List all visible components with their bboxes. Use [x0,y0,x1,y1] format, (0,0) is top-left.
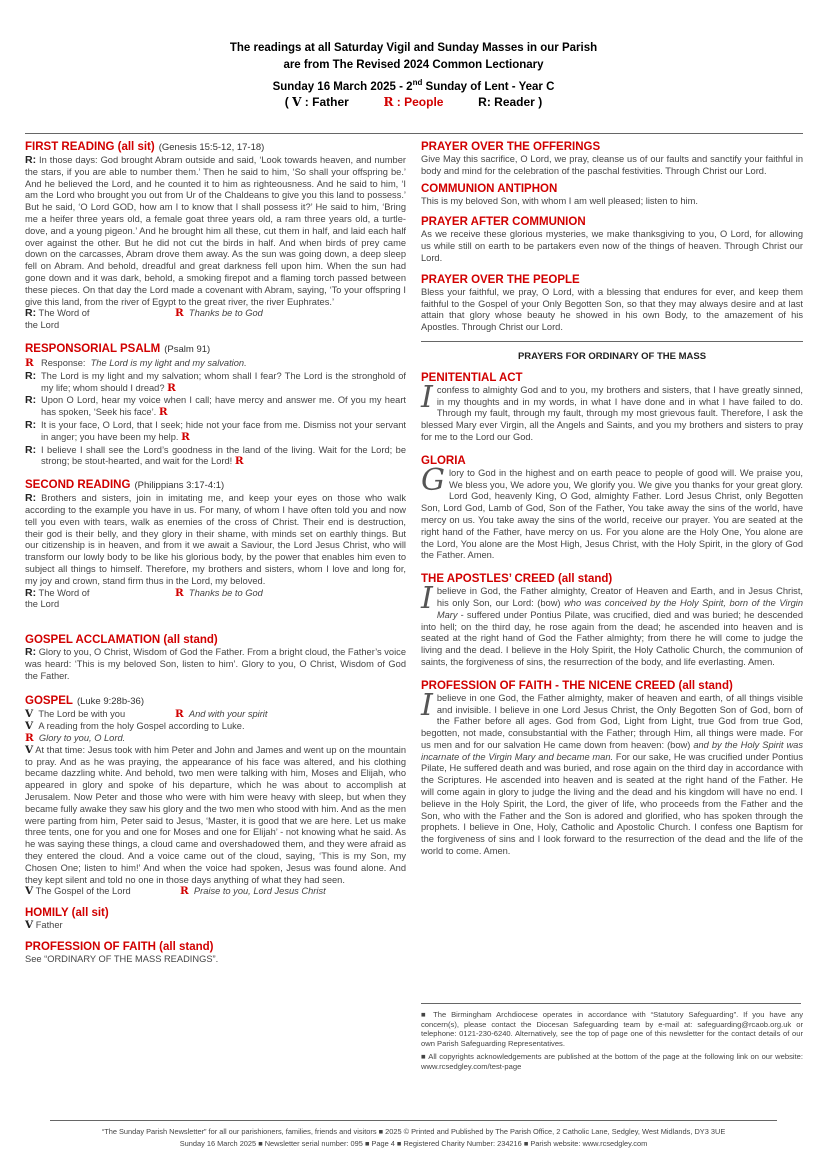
apostles-creed-text: I believe in God, the Father almighty, Creator of Heaven and Earth, and in Jesus Christ, his only Son, our Lord: (bow) who was conceived by the Holy Spirit, born of the Virgin Mary - suffered under Pontius Pilate, was crucified, died and was buried; he descended into hell; on the third day, he rose again from the dead; he ascended into heaven and is seated at the right hand of God the Father almighty; from there he will come to judge the living and the dead. I believe in the Holy Spirit, the Holy Catholic Church, the communion of saints, the forgiveness of sins, the resurrection of the body, and life everlasting. Amen. [421,581,804,667]
second-reading-text: R: Brothers and sisters, join in imitating me, and keep your eyes on those who walk according to the example you have in us. For many, of whom I have often told you and now tell you even with tears, walk as enemies of the cross of Christ. Their end is destruction, their god is their belly, and they glory in their shame, with minds set on earthly things. But our citizenship is in heaven, and from it we await a Saviour, the Lord Jesus Christ, who will transform our lowly body to be like his glorious body, by the power that enables him even to subject all things to himself. Therefore, my brothers and sisters, whom I love and long for, my joy and crown, stand firm thus in the Lord, my beloved. [25,492,406,586]
notes-divider [421,1003,801,1004]
gospel-people-response: R Glory to you, O Lord. [25,732,126,745]
penitential-heading: PENITENTIAL ACT [421,371,523,384]
homily-heading: HOMILY (all sit) [25,907,109,920]
antiphon-heading: COMMUNION ANTIPHON [421,182,558,195]
footer-line-1: “The Sunday Parish Newsletter” for all our parishioners, families, friends and visitors ■ 2025 © Printed and Published by The Parish Office, 2 Catholic Lane, Sedgley, West Midlands, DY3 3UE [101,1127,726,1136]
acclamation-heading: GOSPEL ACCLAMATION (all stand) [25,634,218,647]
penitential-text: I confess to almighty God and to you, my brothers and sisters, that I have greatly sinned, in my thoughts and in my words, in what I have done and in what I have failed to do. Through my fault, through my fault, through my most grievous fault. Therefore, I ask the blessed Mary ever Virgin, all the Angels and Saints, and you my brothers and sisters to pray for me to the Lord our God. [421,379,803,442]
psalm-heading: RESPONSORIAL PSALM (Psalm 91) [25,342,211,355]
header-line-1: The readings at all Saturday Vigil and Sunday Masses in our Parish [229,42,598,54]
over-people-text: Bless your faithful, we pray, O Lord, with a blessing that endures for ever, and keep them faithful to the Gospel of your Only Begotten Son, so that they may always desire and at last attain that glory whose beauty he showed in his own Body, to the amazement of his Apostles. Through Christ our Lord. [421,286,803,333]
header-line-3: Sunday 16 March 2025 - 2nd Sunday of Lent - Year C [272,78,555,93]
profession-faith-text: See “ORDINARY OF THE MASS READINGS”. [25,954,219,965]
gospel-heading: GOSPEL (Luke 9:28b-36) [25,695,145,708]
acclamation-text: R: Glory to you, O Christ, Wisdom of God the Father. From a bright cloud, the Father’s voice was heard: ‘This is my beloved Son, listen to him’. Glory to you, O Christ, Wisdom of God the Father. [25,646,406,681]
offerings-heading: PRAYER OVER THE OFFERINGS [421,141,601,153]
safeguarding-note: ■ The Birmingham Archdiocese operates in accordance with “Statutory Safeguarding”. If you have any concern(s), please contact the Diocesan Safeguarding team by e-mail at: safeguarding@rcaob.org.uk or telephone: 0121-230-6240. Alternatively, see the top of page one of this newsletter for the contact details of our own Parish Safeguarding Representatives. [421,1010,803,1049]
nicene-creed-heading: PROFESSION OF FAITH - THE NICENE CREED (all stand) [421,679,733,692]
first-reading-heading: FIRST READING (all sit) (Genesis 15:5-12, 17-18) [25,141,265,153]
psalm-response: R Response: The Lord is my light and my salvation. [25,356,247,369]
header-line-2: are from The Revised 2024 Common Lectionary [283,59,544,71]
homily-text: V Father [25,919,63,932]
antiphon-text: This is my beloved Son, with whom I am well pleased; listen to him. [421,195,698,206]
gloria-text: Glory to God in the highest and on earth peace to people of good will. We praise you, We bless you, We adore you, We glorify you. We give you thanks for your great glory. Lord God, heavenly King, O God, almighty Father. Lord Jesus Christ, only Begotten Son, Lord God, Lamb of God, Son of the Father, You take away the sins of the world, have mercy on us. You take away the sins of the world, receive our prayer. You are seated at the right hand of the Father, have mercy on us. For you alone are the Holy One, You alone are the Lord, You alone are the Most High, Jesus Christ, with the Holy Spirit, in the glory of God the Father. Amen. [421,462,803,561]
second-reading-response: R: The Word of the Lord R Thanks be to God [25,586,263,610]
nicene-creed-text: I believe in one God, the Father almighty, maker of heaven and earth, of all things visible and invisible. I believe in one Lord Jesus Christ, the Only Begotten Son of God, born of the Father before all ages. God from God, Light from Light, true God from true God, begotten, not made, consubstantial with the Father; through Him, all things were made. For us men and for our salvation He came down from heaven: (bow) and by the Holy Spirit was incarnate of the Virgin Mary and became man. For our sake, He was crucified under Pontius Pilate, He suffered death and was buried, and rose again on the third day in accordance with the Scriptures. He ascended into heaven and is seated at the right hand of the Father. He will come again in glory to judge the living and the dead and his kingdom will have no end. I believe in the Holy Spirit, the Lord, the giver of life, who proceeds from the Father and the Son, who with the Father and the Son is adored and glorified, who has spoken through the prophets. I believe in One, Holy, Catholic and Apostolic Church. I confess one Baptism for the forgiveness of sins and I look forward to the resurrection of the dead and the life of the world to come. Amen. [421,687,803,857]
gospel-announcement: V A reading from the holy Gospel according to Luke. [25,720,245,733]
page-header [0,40,827,96]
over-people-heading: PRAYER OVER THE PEOPLE [421,273,580,286]
gospel-text: V At that time: Jesus took with him Peter and John and James and went up on the mountain to pray. And as he was praying, the appearance of his face was altered, and his clothing became dazzling white. And behold, two men were talking with him, Moses and Elijah, who appeared in glory and spoke of his departure, which he was about to accomplish at Jerusalem. Now Peter and those who were with him were heavy with sleep, but when they became fully awake they saw his glory and the two men who stood with him. And as the men were parting from him, Peter said to Jesus, ‘Master, it is good that we are here. Let us make three tents, one for you and one for Moses and one for Elijah’ - not knowing what he said. As he was saying these things, a cloud came and overshadowed them, and they were afraid as they entered the cloud. And a voice came out of the cloud, saying, ‘This is my Son, my Chosen One; listen to him!’ And when the voice had spoken, Jesus was found alone. And they kept silent and told no one in those days anything of what they had seen. [25,743,406,885]
profession-faith-heading: PROFESSION OF FAITH (all stand) [25,941,214,954]
first-reading-text: R: In those days: God brought Abram outside and said, ‘Look towards heaven, and number the stars, if you are able to number them.’ Then he said to him, ‘So shall your offspring be.’ And he believed the Lord, and he counted it to him as righteousness. And he said to him, ‘I am the Lord who brought you out from Ur of the Chaldeans to give you this land to possess.’ But he said, ‘O Lord GOD, how am I to know that I shall possess it?’ He said to him, ‘Bring me a heifer three years old, a female goat three years old, a ram three years old, a turtle-dove, and a young pigeon.’ And he brought him all these, cut them in half, and laid each half over against the other. But he did not cut the birds in half. And when birds of prey came down on the carcasses, Abram drove them away. As the sun was going down, a deep sleep fell on Abram. And behold, dreadful and great darkness fell upon him. When the sun had gone down and it was dark, behold, a smoking firepot and a flaming torch passed between these pieces. On that day the Lord made a covenant with Abram, saying, ‘To your offspring I give this land, from the river of Egypt to the great river, the river Euphrates.’ [25,154,406,307]
ordinary-heading: PRAYERS FOR ORDINARY OF THE MASS [517,350,707,362]
top-divider [25,133,803,134]
copyright-note: ■ All copyrights acknowledgements are published at the bottom of the page at the following link on our website: www.rcsedgley.com/test-page [421,1051,803,1071]
apostles-creed-heading: THE APOSTLES’ CREED (all stand) [421,573,613,586]
safeguarding-notes [421,1010,803,1074]
psalm-verse: R: It is your face, O Lord, that I seek; hide not your face from me. Dismiss not your servant in anger; you have been my help. R [25,418,406,443]
psalm-verse: R: The Lord is my light and my salvation; whom shall I fear? The Lord is the stronghold of my life; whom should I dread? R [25,369,406,394]
gloria-heading: GLORIA [421,454,466,467]
gospel-greeting: V The Lord be with you R And with your spirit [25,708,268,721]
ordinary-divider [421,341,803,342]
left-column [25,140,406,966]
after-communion-text: As we receive these glorious mysteries, we make thanksgiving to you, O Lord, for allowing us while still on earth to be partakers even now of the things of heaven. Through Christ our Lord. [421,229,803,263]
right-column [421,140,803,858]
first-reading-response: R: The Word of the Lord R Thanks be to God [25,307,263,331]
offerings-text: Give May this sacrifice, O Lord, we pray, cleanse us of our faults and sanctify your faithful in body and mind for the celebration of the paschal festivities. Through Christ our Lord. [421,154,803,176]
gospel-closing: V The Gospel of the Lord R Praise to you, Lord Jesus Christ [25,885,326,898]
role-legend: ( V : Father R : People R: Reader ) [284,95,543,109]
second-reading-heading: SECOND READING (Philippians 3:17-4:1) [25,479,225,492]
psalm-verse: R: I believe I shall see the Lord’s goodness in the land of the living. Wait for the Lord; be strong; be stout-hearted, and wait for the Lord! R [25,443,406,468]
footer-line-2: Sunday 16 March 2025 ■ Newsletter serial number: 095 ■ Page 4 ■ Registered Charity Number: 234216 ■ Parish website: www.rcsedgley.com [179,1139,648,1148]
psalm-verse: R: Upon O Lord, hear my voice when I call; have mercy and answer me. Of you my heart has spoken, ‘Seek his face’. R [25,394,406,419]
footer-divider [50,1120,777,1121]
after-communion-heading: PRAYER AFTER COMMUNION [421,216,586,229]
